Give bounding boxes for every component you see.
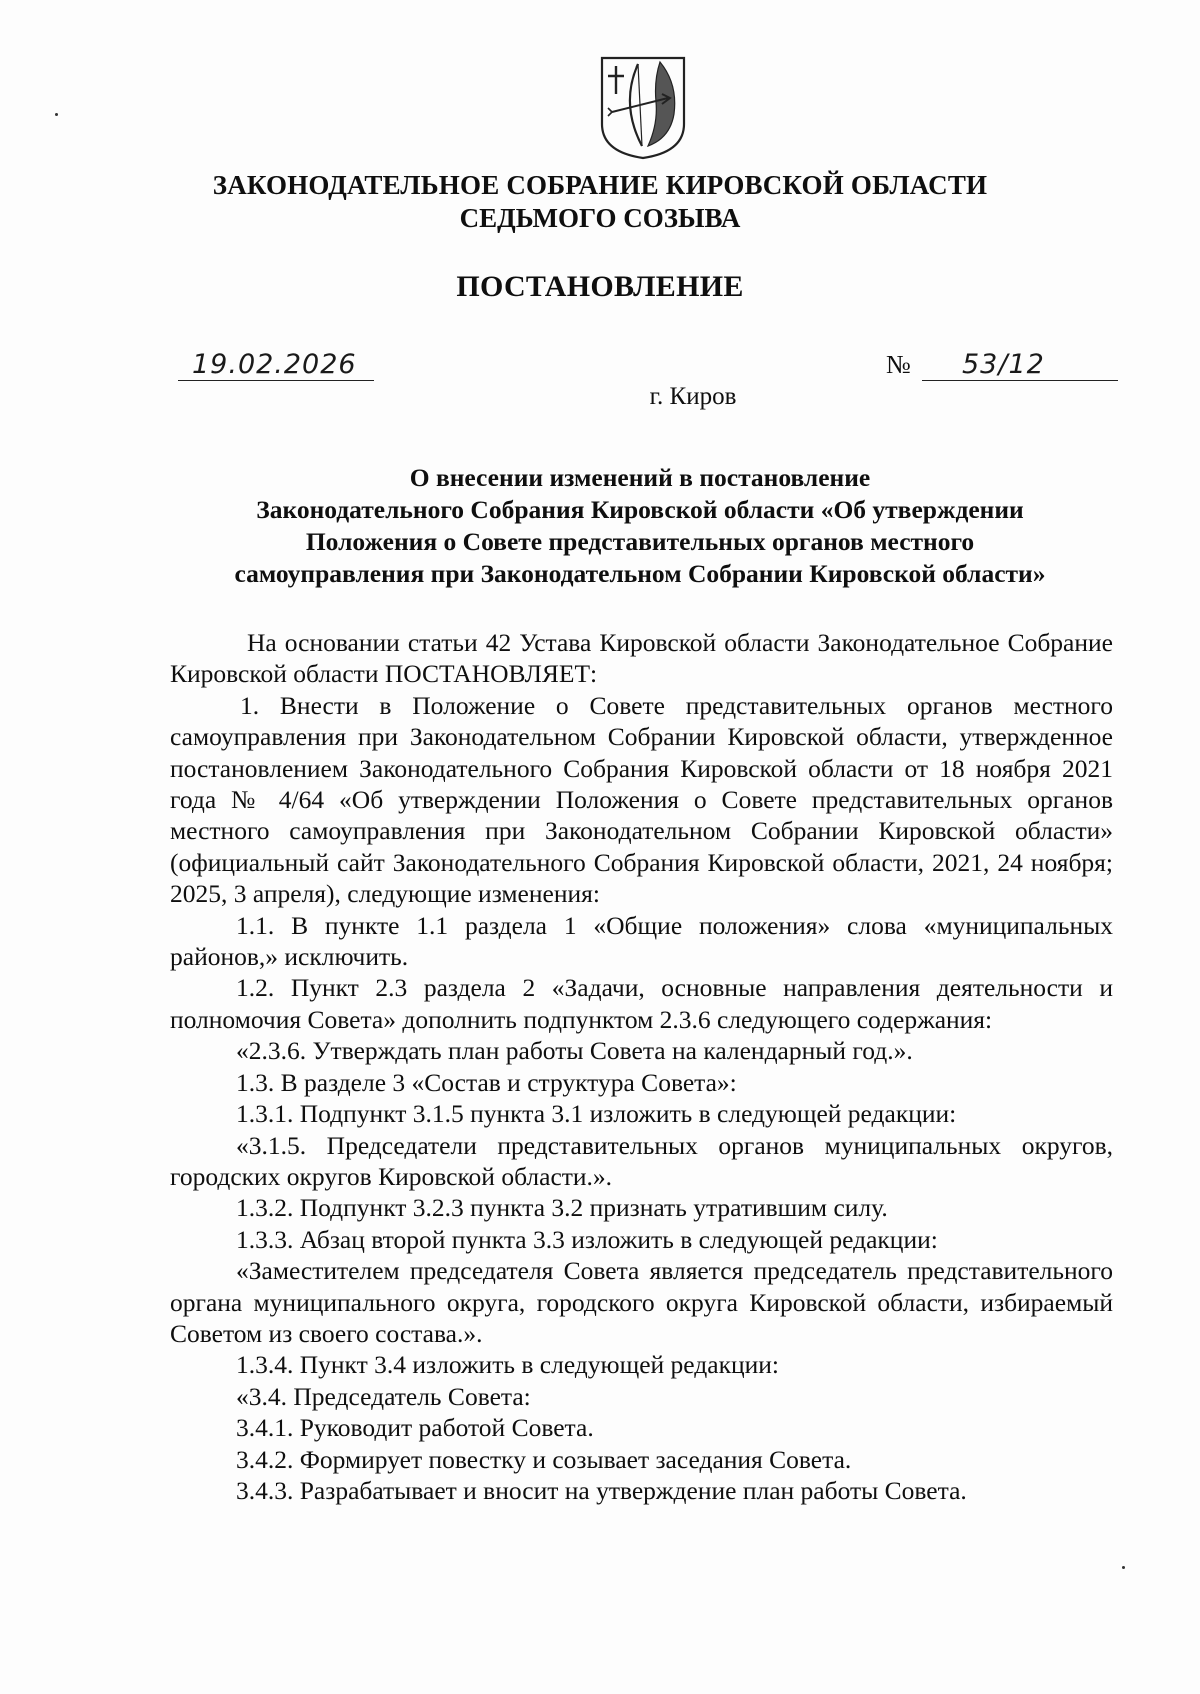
paragraph: 3.4.1. Руководит работой Совета. (236, 1413, 594, 1443)
number-field (922, 349, 1118, 381)
paragraph: «Заместителем председателя Совета является председатель представительного органа муниципального округа, городского округа Кировской области, избираемый Советом из своего состава.». (170, 1256, 1113, 1348)
paragraph: 1.1. В пункте 1.1 раздела 1 «Общие положения» слова «муниципальных районов,» исключить. (170, 910, 1113, 972)
paragraph: 3.4.2. Формирует повестку и созывает заседания Совета. (236, 1444, 852, 1474)
convocation: СЕДЬМОГО СОЗЫВА (459, 203, 741, 233)
paragraph: 1.3.2. Подпункт 3.2.3 пункта 3.2 признать утратившим силу. (236, 1193, 888, 1223)
paragraph: 1.3. В разделе 3 «Состав и структура Совета»: (236, 1067, 737, 1097)
paragraph: 1.2. Пункт 2.3 раздела 2 «Задачи, основные направления деятельности и полномочия Совета» дополнить подпунктом 2.3.6 следующего содержания: (170, 973, 1113, 1034)
paragraph: 3.4.3. Разрабатывает и вносит на утверждение план работы Совета. (236, 1475, 967, 1505)
subject-line: О внесении изменений в постановление (409, 463, 871, 492)
paragraph: 1.3.3. Абзац второй пункта 3.3 изложить в следующей редакции: (236, 1224, 938, 1254)
paragraph: «3.4. Председатель Совета: (236, 1381, 531, 1411)
subject-line: Законодательного Собрания Кировской области «Об утверждении (256, 495, 1024, 524)
paragraph: «2.3.6. Утверждать план работы Совета на календарный год.». (236, 1036, 913, 1066)
document-subject (160, 462, 1120, 590)
paragraph: На основании статьи 42 Устава Кировской области Законодательное Собрание Кировской области ПОСТАНОВЛЯЕТ: (170, 628, 1113, 689)
date-field (178, 349, 374, 381)
scan-speck (55, 113, 58, 116)
document-body (170, 627, 1113, 1506)
number-label: № (886, 350, 911, 379)
document-type: ПОСТАНОВЛЕНИЕ (456, 270, 744, 303)
subject-line: Положения о Совете представительных органов местного (305, 527, 975, 556)
paragraph: 1.3.4. Пункт 3.4 изложить в следующей редакции: (236, 1350, 779, 1380)
subject-line: самоуправления при Законодательном Собрании Кировской области» (234, 559, 1046, 588)
city: г. Киров (649, 383, 737, 410)
organization-name: ЗАКОНОДАТЕЛЬНОЕ СОБРАНИЕ КИРОВСКОЙ ОБЛАСТИ (212, 170, 988, 200)
handwritten-date: 19.02.2026 (192, 349, 357, 380)
paragraph: 1. Внести в Положение о Совете представительных органов местного самоуправления при Законодательном Собрании Кировской области, утвержденное постановлением Законодательного Собрания Кировской области от 18 ноября 2021 года № 4/64 «Об утверждении Положения о Совете представительных органов местного самоуправления при Законодательном Собрании Кировской области» (официальный сайт Законодательного Собрания Кировской области, 2021, 24 ноября; 2025, 3 апреля), следующие изменения: (170, 690, 1113, 909)
coat-of-arms-icon (598, 54, 688, 160)
paragraph: «3.1.5. Председатели представительных органов муниципальных округов, городских округов Кировской области.». (170, 1130, 1113, 1191)
handwritten-number: 53/12 (962, 349, 1045, 380)
paragraph: 1.3.1. Подпункт 3.1.5 пункта 3.1 изложить в следующей редакции: (236, 1099, 957, 1129)
scan-speck (1122, 1566, 1125, 1569)
